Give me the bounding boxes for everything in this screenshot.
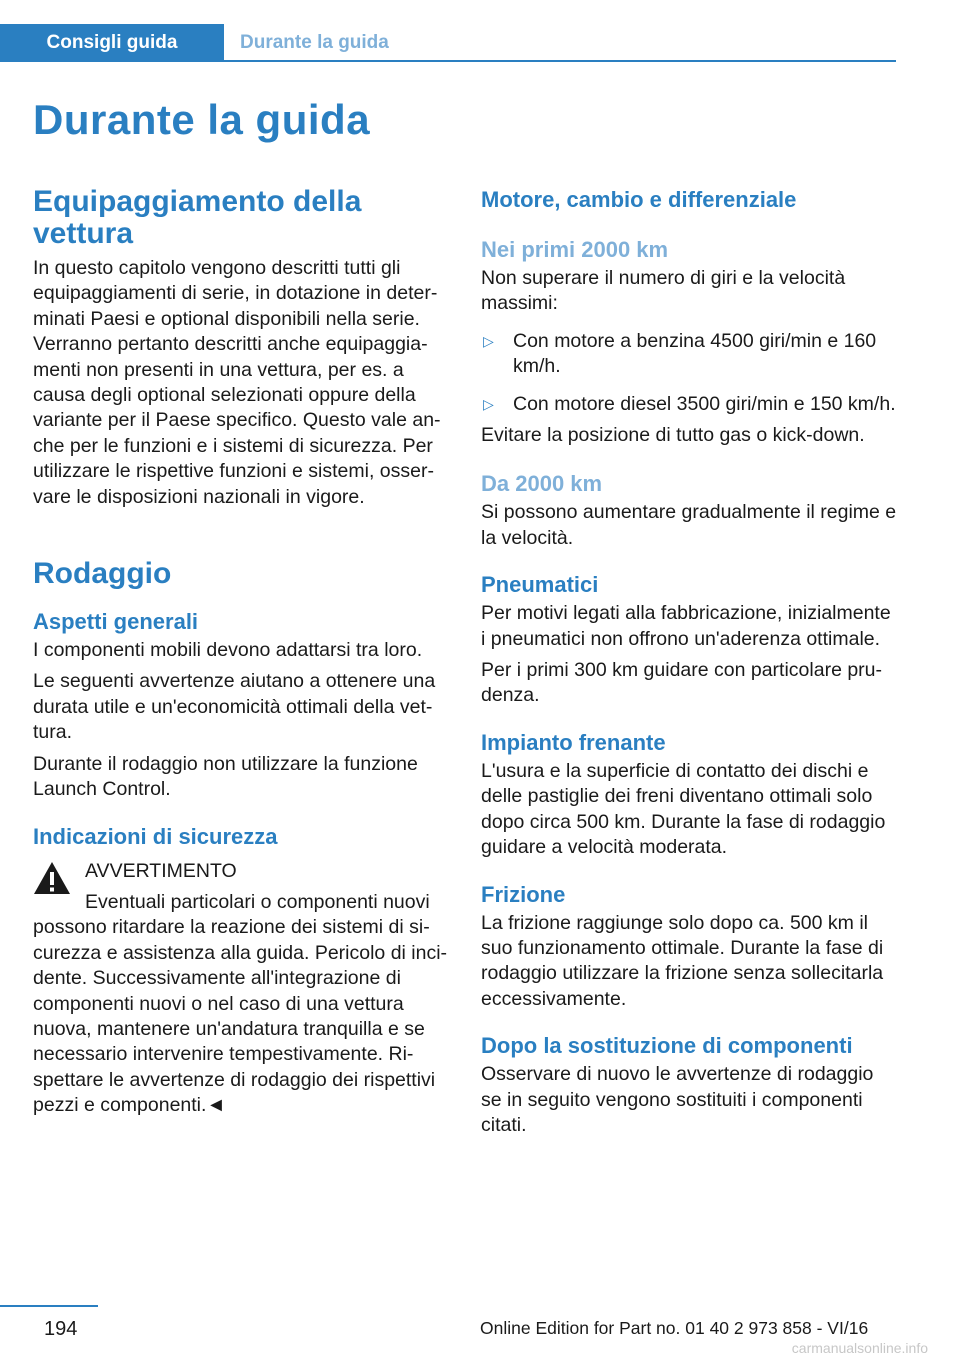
equipaggiamento-heading: Equipaggiamento della vettura	[33, 185, 362, 250]
warning-text: Eventuali particolari o componenti nuovi possono ritardare la reazione dei sistemi di si-curezza e assistenza alla guida. Pericolo di inci-dente. Successivamente all'integrazione di componenti nuovi o nel caso di una vettura nuova, mantenere un'andatura tranquilla e se necessario intervenire tempestivamente. Ri-spettare le avvertenze di rodaggio dei rispettivi pezzi e componenti.◄	[33, 890, 448, 1117]
right-column	[481, 186, 899, 1138]
aspetti-generali-heading: Aspetti generali	[33, 609, 199, 635]
motore-heading: Motore, cambio e differenziale	[481, 187, 797, 212]
warning-box	[33, 859, 451, 1119]
header-tab-durante-la-guida[interactable]: Durante la guida	[240, 32, 389, 53]
impianto-frenante-heading: Impianto frenante	[481, 729, 666, 755]
da-2000-text: Si possono aumentare gradualmente il regime e la velocità.	[481, 501, 897, 549]
list-item: ▷ Con motore diesel 3500 giri/min e 150 km/h.	[481, 392, 899, 417]
indicazioni-sicurezza-heading: Indicazioni di sicurezza	[33, 823, 278, 849]
pneumatici-heading: Pneumatici	[481, 572, 599, 598]
pneumatici-paragraph-2: Per i primi 300 km guidare con particolare pru-denza.	[481, 659, 883, 707]
dopo-sostituzione-text: Osservare di nuovo le avvertenze di rodaggio se in seguito vengono sostituiti i componenti citati.	[481, 1063, 874, 1136]
aspetti-paragraph-1: I componenti mobili devono adattarsi tra loro.	[33, 639, 423, 662]
page-title: Durante la guida	[33, 96, 371, 143]
impianto-frenante-text: L'usura e la superficie di contatto dei dischi e delle pastiglie dei freni diventano ottimali solo dopo circa 500 km. Durante la fase di rodaggio guidare a velocità moderata.	[481, 759, 886, 859]
header-rule	[224, 60, 896, 62]
watermark: carmanualsonline.info	[791, 1340, 928, 1356]
header-tab-consigli-guida[interactable]: Consigli guida	[0, 24, 224, 62]
da-2000-heading: Da 2000 km	[481, 471, 603, 497]
frizione-heading: Frizione	[481, 881, 566, 907]
triangle-right-icon: ▷	[483, 332, 494, 349]
aspetti-paragraph-3: Durante il rodaggio non utilizzare la funzione Launch Control.	[33, 752, 418, 801]
list-item: ▷ Con motore a benzina 4500 giri/min e 160 km/h.	[483, 329, 877, 378]
triangle-right-icon: ▷	[483, 395, 494, 412]
dopo-sostituzione-heading: Dopo la sostituzione di componenti	[481, 1033, 853, 1059]
frizione-text: La frizione raggiunge solo dopo ca. 500 km il suo funzionamento ottimale. Durante la fase di rodaggio utilizzare la frizione senza sollecitarla eccessivamente.	[481, 911, 884, 1010]
warning-triangle-icon	[33, 861, 71, 895]
nei-primi-2000-text: Non superare il numero di giri e la velocità massimi:	[481, 267, 846, 315]
left-column	[33, 186, 451, 1119]
aspetti-paragraph-2: Le seguenti avvertenze aiutano a ottenere una durata utile e un'economicità ottimali della vet-tura.	[33, 670, 436, 744]
page-number: 194	[44, 1318, 78, 1340]
warning-label: AVVERTIMENTO	[85, 859, 237, 882]
nei-primi-2000-heading: Nei primi 2000 km	[481, 237, 669, 262]
rodaggio-heading: Rodaggio	[33, 557, 172, 591]
equipaggiamento-text: In questo capitolo vengono descritti tutti gli equipaggiamenti di serie, in dotazione in deter-minati Paesi e optional disponibili nella serie. Verranno pertanto descritti anche equipaggia-menti non presenti in una vettura, per es. a causa degli optional selezionati oppure della variante per il Paese specifico. Questo vale an-che per le funzioni e i sistemi di sicurezza. Per utilizzare le rispettive funzioni e sistemi, osser-vare le disposizioni nazionali in vigore.	[33, 257, 441, 508]
footer-rule	[0, 1305, 98, 1307]
evitare-text: Evitare la posizione di tutto gas o kick-down.	[481, 424, 865, 447]
pneumatici-paragraph-1: Per motivi legati alla fabbricazione, inizialmente i pneumatici non offrono un'aderenza ottimale.	[481, 602, 891, 650]
edition-text: Online Edition for Part no. 01 40 2 973 858 - VI/16	[480, 1318, 869, 1338]
